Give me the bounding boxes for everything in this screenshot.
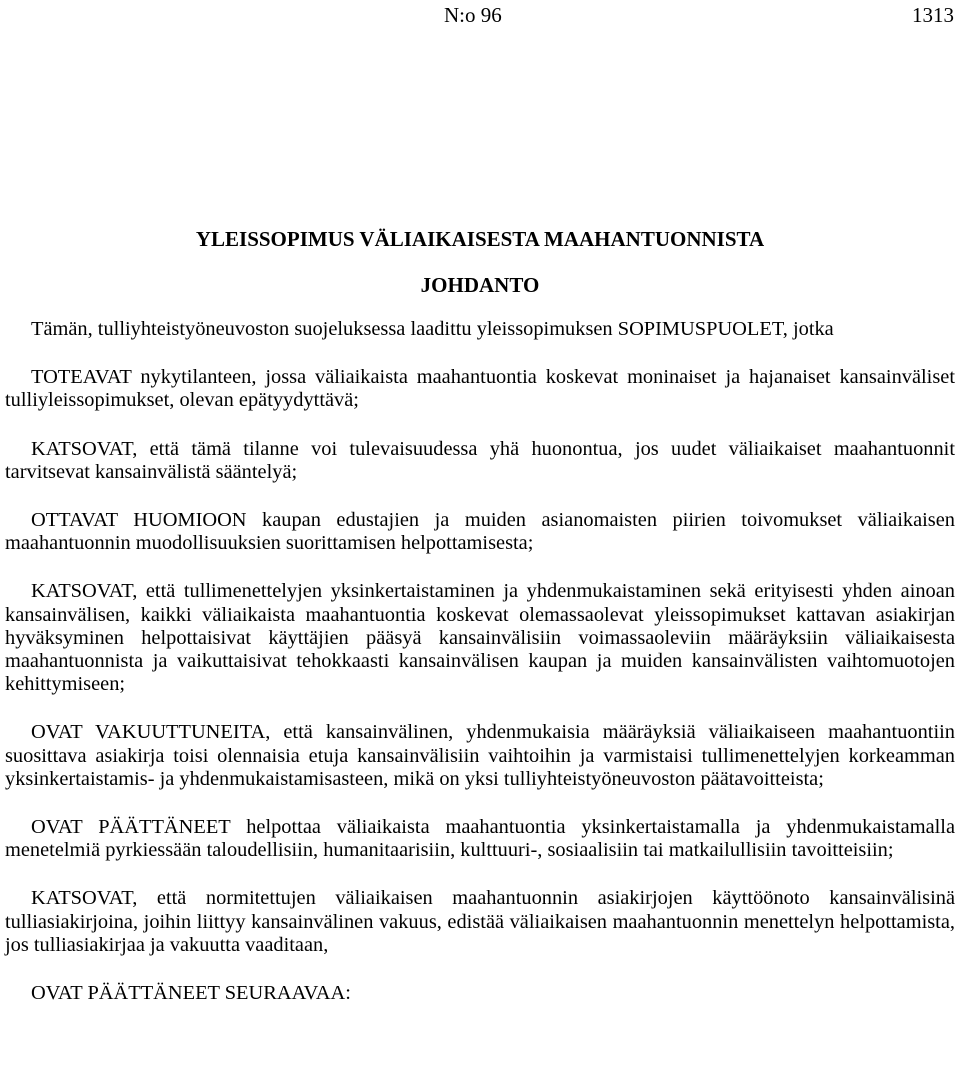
section-heading: JOHDANTO <box>420 273 540 297</box>
paragraph: OVAT PÄÄTTÄNEET SEURAAVAA: <box>31 982 351 1005</box>
document-title: YLEISSOPIMUS VÄLIAIKAISESTA MAAHANTUONNISTA <box>195 227 765 251</box>
paragraph: KATSOVAT, että normitettujen väliaikaisen maahantuonnin asiakirjojen käyttöönoto kansainvälisinä tulliasiakirjoina, joihin liittyy kansainvälinen vakuus, edistää väliaikaisen maahantuonnin menettelyn helpottamista, jos tulliasiakirjaa ja vakuutta vaaditaan, <box>5 887 955 956</box>
paragraph: KATSOVAT, että tämä tilanne voi tulevaisuudessa yhä huonontua, jos uudet väliaikaiset maahantuonnit tarvitsevat kansainvälistä sääntelyä; <box>5 437 955 483</box>
preamble-body <box>5 318 955 1005</box>
issue-number: N:o 96 <box>444 3 502 27</box>
page-header <box>0 0 960 30</box>
paragraph: TOTEAVAT nykytilanteen, jossa väliaikaista maahantuontia koskevat moninaiset ja hajanaiset kansainväliset tulliyleissopimukset, olevan epätyydyttävä; <box>5 366 955 412</box>
paragraph: KATSOVAT, että tullimenettelyjen yksinkertaistaminen ja yhdenmukaistaminen sekä erityisesti yhden ainoan kansainvälisen, kaikki väliaikaista maahantuontia koskevat olemassaolevat yleissopimukset kattavan asiakirjan hyväksyminen helpottaisivat käyttäjien pääsyä kansainvälisiin voimassaoleviin määräyksiin väliaikaisesta maahantuonnista ja vaikuttaisivat tehokkaasti kansainvälisen kaupan ja muiden kansainvälisten vaihtomuotojen kehittymiseen; <box>5 580 955 696</box>
paragraph: OVAT PÄÄTTÄNEET helpottaa väliaikaista maahantuontia yksinkertaistamalla ja yhdenmukaistamalla menetelmiä pyrkiessään taloudellisiin, humanitaarisiin, kulttuuri-, sosiaalisiin tai matkailullisiin tavoitteisiin; <box>5 816 955 862</box>
paragraph: OVAT VAKUUTTUNEITA, että kansainvälinen, yhdenmukaisia määräyksiä väliaikaiseen maahantuontiin suosittava asiakirja toisi olennaisia etuja kansainvälisiin vaihtoihin ja varmistaisi tullimenettelyjen korkeamman yksinkertaistamis- ja yhdenmukaistamisasteen, mikä on yksi tulliyhteistyöneuvoston päätavoitteista; <box>5 721 955 790</box>
page-number: 1313 <box>912 3 954 27</box>
paragraph: Tämän, tulliyhteistyöneuvoston suojeluksessa laadittu yleissopimuksen SOPIMUSPUOLET, jotka <box>31 318 834 340</box>
paragraph: OTTAVAT HUOMIOON kaupan edustajien ja muiden asianomaisten piirien toivomukset väliaikaisen maahantuonnin muodollisuuksien suorittamisen helpottamisesta; <box>5 509 955 555</box>
